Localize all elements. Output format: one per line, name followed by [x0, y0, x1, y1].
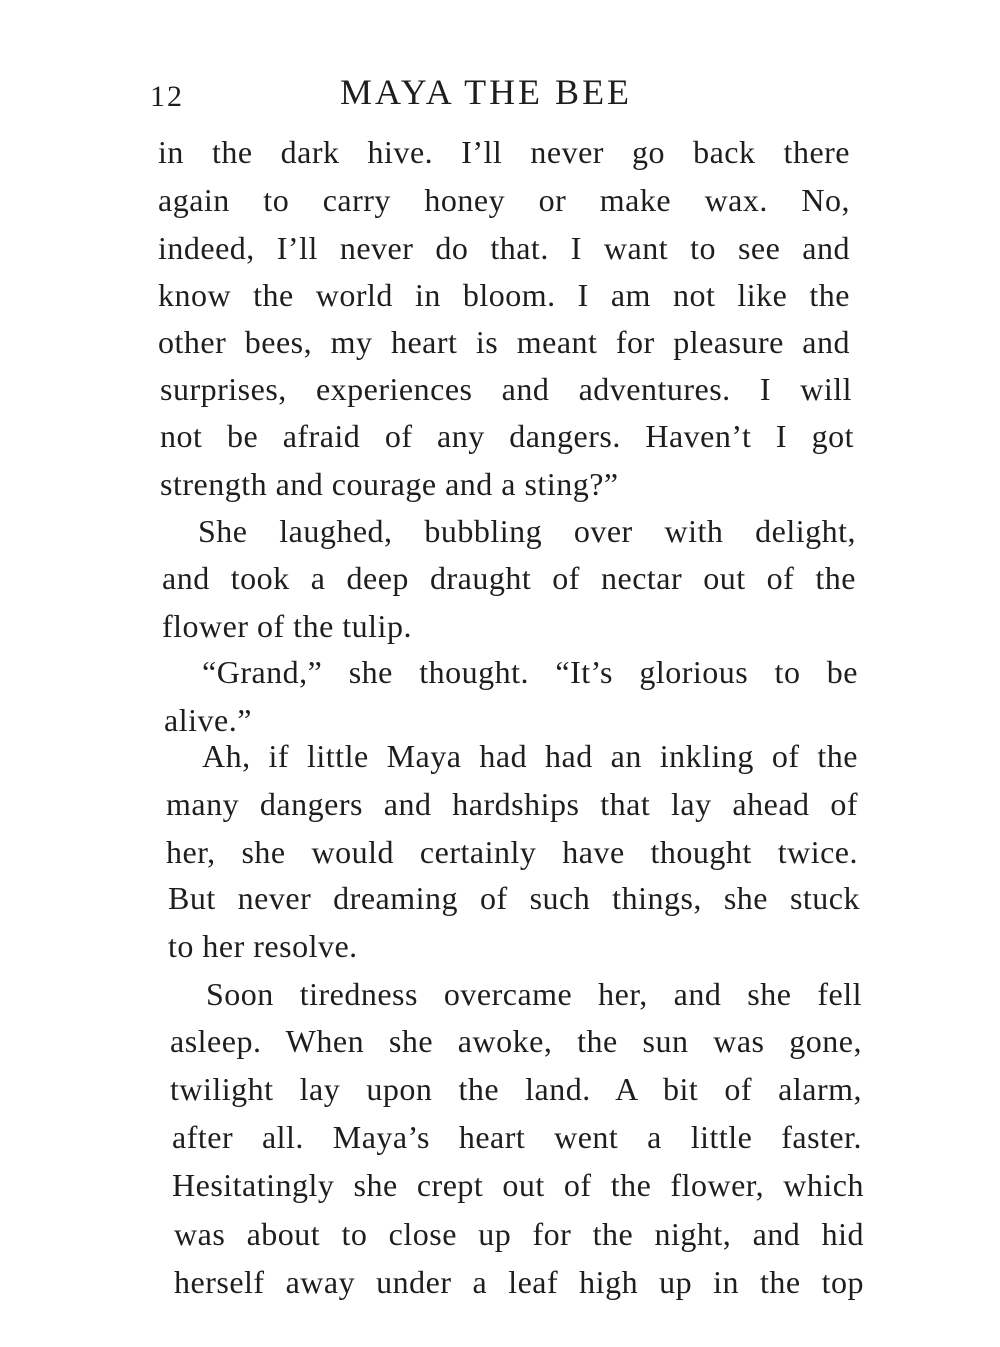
text-line: after all. Maya’s heart went a little faster.: [172, 1119, 862, 1155]
text-line: and took a deep draught of nectar out of the: [162, 560, 856, 596]
text-line: indeed, I’ll never do that. I want to see and: [158, 230, 850, 266]
text-line: asleep. When she awoke, the sun was gone,: [170, 1023, 862, 1059]
text-line: surprises, experiences and adventures. I will: [160, 371, 852, 407]
text-line: Soon tiredness overcame her, and she fell: [206, 976, 862, 1012]
text-line: her, she would certainly have thought twice.: [166, 834, 858, 870]
text-line: strength and courage and a sting?”: [160, 466, 619, 502]
text-line: “Grand,” she thought. “It’s glorious to be: [202, 654, 858, 690]
text-line: in the dark hive. I’ll never go back there: [158, 134, 850, 170]
text-line: Ah, if little Maya had had an inkling of the: [202, 738, 858, 774]
running-title: MAYA THE BEE: [340, 72, 633, 112]
text-line: But never dreaming of such things, she stuck: [168, 880, 860, 916]
text-line: She laughed, bubbling over with delight,: [198, 513, 856, 549]
text-line: herself away under a leaf high up in the top: [174, 1264, 864, 1300]
text-line: again to carry honey or make wax. No,: [158, 182, 850, 218]
text-line: twilight lay upon the land. A bit of alarm,: [170, 1071, 862, 1107]
text-line: not be afraid of any dangers. Haven’t I got: [160, 418, 854, 454]
text-line: other bees, my heart is meant for pleasure and: [158, 324, 850, 360]
text-line: know the world in bloom. I am not like the: [158, 277, 850, 313]
text-line: to her resolve.: [168, 928, 358, 964]
text-line: alive.”: [164, 702, 252, 738]
text-line: many dangers and hardships that lay ahead of: [166, 786, 858, 822]
page-number: 12: [150, 80, 184, 113]
text-line: flower of the tulip.: [162, 608, 412, 644]
text-line: was about to close up for the night, and hid: [174, 1216, 864, 1252]
text-line: Hesitatingly she crept out of the flower, which: [172, 1167, 864, 1203]
